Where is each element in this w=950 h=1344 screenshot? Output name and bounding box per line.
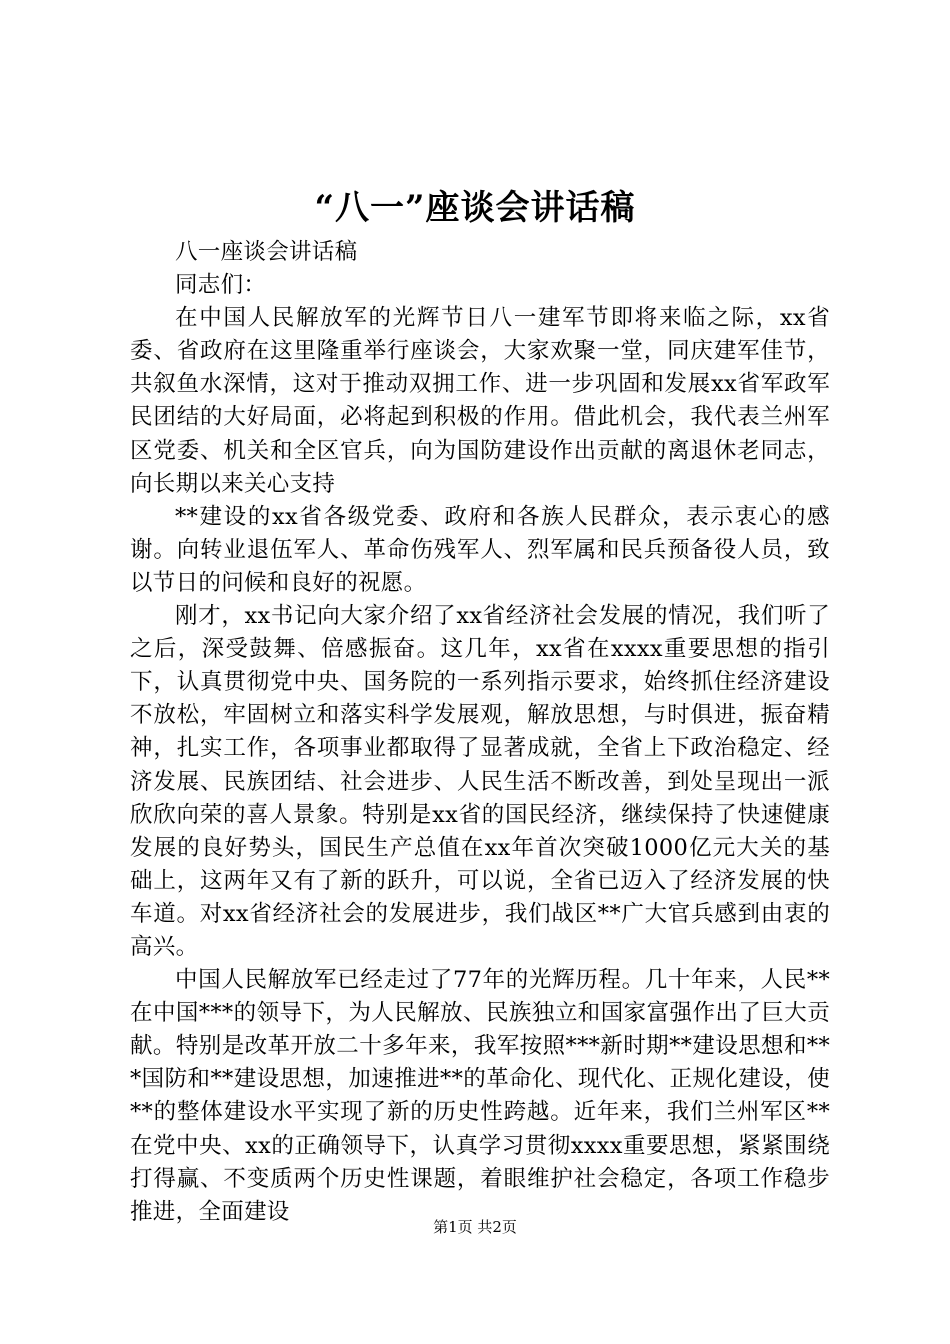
paragraph: 刚才，xx书记向大家介绍了xx省经济社会发展的情况，我们听了之后，深受鼓舞、倍感振奋。这几年，xx省在xxxx重要思想的指引下，认真贯彻党中央、国务院的一系列指示要求，始终抓住经济建设不放松，牢固树立和落实科学发展观，解放思想，与时俱进，振奋精神，扎实工作，各项事业都取得了显著成就，全省上下政治稳定、经济发展、民族团结、社会进步、人民生活不断改善，到处呈现出一派欣欣向荣的喜人景象。特别是xx省的国民经济，继续保持了快速健康发展的良好势头，国民生产总值在xx年首次突破1000亿元大关的基础上，这两年又有了新的跃升，可以说，全省已迈入了经济发展的快车道。对xx省经济社会的发展进步，我们战区**广大官兵感到由衷的高兴。: [130, 603, 830, 960]
paragraph-heading: 八一座谈会讲话稿: [175, 239, 358, 265]
paragraph-salutation: 同志们：: [175, 272, 267, 299]
paragraph: 中国人民解放军已经走过了77年的光辉历程。几十年来，人民**在中国***的领导下，为人民解放、民族独立和国家富强作出了巨大贡献。特别是改革开放二十多年来，我军按照***新时期**建设思想和***国防和**建设思想，加速推进**的革命化、现代化、正规化建设，使**的整体建设水平实现了新的历史性跨越。近年来，我们兰州军区**在党中央、xx的正确领导下，认真学习贯彻xxxx重要思想，紧紧围绕打得赢、不变质两个历史性课题，着眼维护社会稳定，各项工作稳步推进，全面建设: [130, 967, 830, 1225]
paragraph: 在中国人民解放军的光辉节日八一建军节即将来临之际，xx省委、省政府在这里隆重举行座谈会，大家欢聚一堂，同庆建军佳节，共叙鱼水深情，这对于推动双拥工作、进一步巩固和发展xx省军政军民团结的大好局面，必将起到积极的作用。借此机会，我代表兰州军区党委、机关和全区官兵，向为国防建设作出贡献的离退休老同志，向长期以来关心支持: [130, 305, 830, 497]
document-title: “八一”座谈会讲话稿: [314, 188, 636, 228]
document-body: [130, 236, 830, 1229]
page-footer: 第1页 共2页: [433, 1218, 517, 1236]
paragraph: **建设的xx省各级党委、政府和各族人民群众，表示衷心的感谢。向转业退伍军人、革命伤残军人、烈军属和民兵预备役人员，致以节日的问候和良好的祝愿。: [130, 503, 830, 596]
